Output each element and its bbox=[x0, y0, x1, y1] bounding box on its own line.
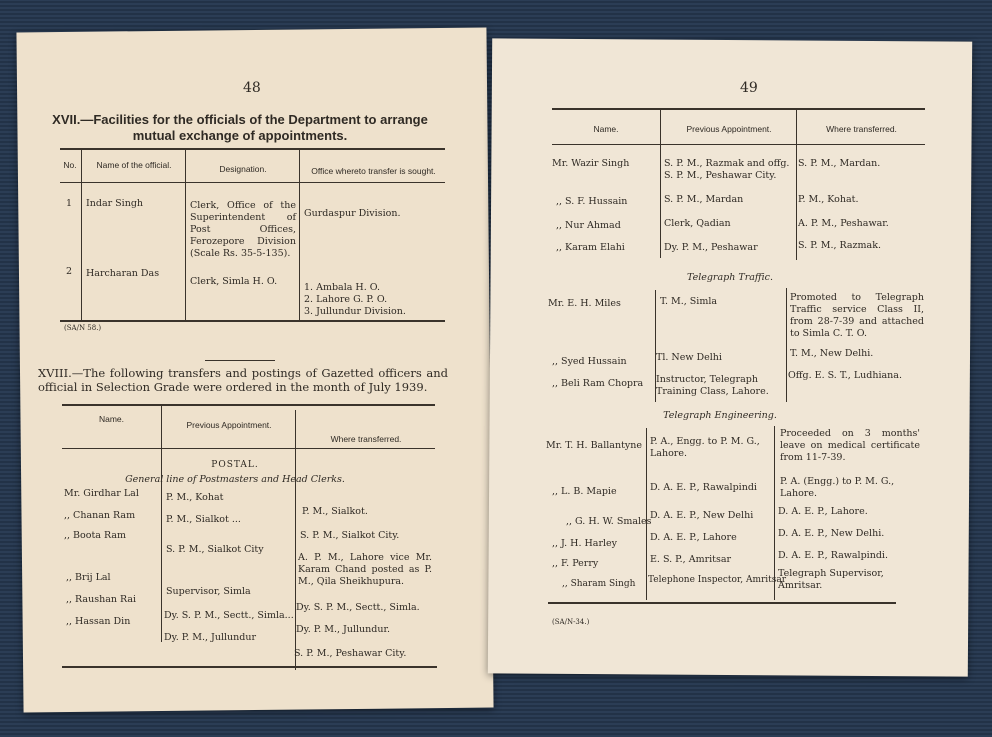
table1-bottom-rule bbox=[60, 320, 445, 322]
right-page-number: 49 bbox=[740, 80, 758, 96]
rtable-top-rule bbox=[552, 108, 925, 110]
rtable-header-where: Where transferred. bbox=[826, 124, 897, 134]
table1-header-name: Name of the official. bbox=[96, 160, 172, 170]
rtable-row-where: S. P. M., Razmak. bbox=[798, 240, 881, 251]
table1-header-rule bbox=[60, 182, 445, 183]
rtable-row-prev: D. A. E. P., New Delhi bbox=[650, 510, 754, 521]
rtable-col-divider bbox=[660, 110, 661, 258]
table2-header-prev: Previous Appointment. bbox=[186, 420, 272, 430]
table2-row-prev: Supervisor, Simla bbox=[166, 586, 251, 597]
table2-row-prev: P. M., Sialkot ... bbox=[166, 514, 241, 525]
table1-row-no: 1 bbox=[66, 198, 73, 209]
table2-header-name: Name. bbox=[98, 414, 125, 424]
right-page-ref: (SA/N-34.) bbox=[552, 618, 590, 626]
rtable-row-name: Mr. T. H. Ballantyne bbox=[546, 440, 642, 451]
table2-row-where: P. M., Sialkot. bbox=[302, 506, 368, 517]
rtable-row-prev: P. A., Engg. to P. M. G., Lahore. bbox=[650, 436, 760, 459]
table2-row-prev: Dy. S. P. M., Sectt., Simla... bbox=[164, 610, 294, 621]
table2-row-where: S. P. M., Peshawar City. bbox=[294, 648, 407, 659]
rtable-row-where: Telegraph Supervisor, Amritsar. bbox=[778, 568, 884, 591]
rtable-header-prev: Previous Appointment. bbox=[686, 124, 772, 134]
rtable-row-where: T. M., New Delhi. bbox=[790, 348, 874, 359]
rtable-row-name: ,, Syed Hussain bbox=[552, 356, 627, 367]
rtable-header-rule bbox=[552, 144, 925, 145]
table2-top-rule bbox=[62, 404, 435, 406]
table1-ref: (SA/N 58.) bbox=[64, 324, 102, 332]
rtable-row-prev: E. S. P., Amritsar bbox=[650, 554, 732, 565]
left-page-number: 48 bbox=[243, 80, 261, 96]
section-separator bbox=[205, 360, 275, 361]
rtable-row-name: Mr. E. H. Miles bbox=[548, 298, 621, 309]
rtable-row-where: P. A. (Engg.) to P. M. G., Lahore. bbox=[780, 476, 895, 499]
rtable-row-name: ,, G. H. W. Smales bbox=[566, 516, 652, 527]
rtable-row-name: Mr. Wazir Singh bbox=[552, 158, 630, 169]
table1-col-divider bbox=[299, 150, 300, 322]
rtable-row-where: P. M., Kohat. bbox=[798, 194, 859, 205]
table2-row-name: ,, Boota Ram bbox=[64, 530, 127, 541]
rtable-col-divider bbox=[646, 428, 647, 600]
rtable-row-prev: S. P. M., Razmak and offg. S. P. M., Peshawar City. bbox=[664, 158, 790, 181]
table1-row-no: 2 bbox=[66, 266, 73, 277]
rtable-row-name: ,, Karam Elahi bbox=[556, 242, 625, 253]
rtable-header-name: Name. bbox=[593, 124, 619, 134]
table2-bottom-rule bbox=[62, 666, 437, 668]
rtable-row-prev: Telephone Inspector, Amritsar bbox=[648, 575, 787, 585]
rtable-bottom-rule bbox=[548, 602, 896, 604]
rtable-row-where: A. P. M., Peshawar. bbox=[798, 218, 889, 229]
rtable-row-name: ,, L. B. Mapie bbox=[552, 486, 617, 497]
table2-row-name: ,, Raushan Rai bbox=[66, 594, 137, 605]
rtable-row-name: ,, S. F. Hussain bbox=[556, 196, 628, 207]
table1-row-office: Gurdaspur Division. bbox=[304, 208, 401, 219]
rtable-row-prev: Clerk, Qadian bbox=[664, 218, 731, 229]
table2-row-name: ,, Brij Lal bbox=[66, 572, 111, 583]
rtable-row-prev: Instructor, Telegraph Training Class, Lahore. bbox=[656, 374, 769, 397]
table1-top-rule bbox=[60, 148, 445, 150]
table1-header-designation: Designation. bbox=[219, 164, 267, 174]
rtable-row-name: ,, Nur Ahmad bbox=[556, 220, 621, 231]
rtable-col-divider bbox=[796, 110, 797, 260]
rtable-row-prev: T. M., Simla bbox=[660, 296, 718, 307]
table2-row-prev: P. M., Kohat bbox=[166, 492, 224, 503]
rtable-row-prev: D. A. E. P., Lahore bbox=[650, 532, 737, 543]
rtable-row-where: Offg. E. S. T., Ludhiana. bbox=[788, 370, 902, 381]
table2-row-where: S. P. M., Sialkot City. bbox=[300, 530, 400, 541]
table1-row-designation: Clerk, Office of the Superintendent of Post Offices, Ferozepore Division (Scale Rs. 35-5-135). bbox=[190, 200, 296, 259]
table2-row-prev: S. P. M., Sialkot City bbox=[166, 544, 264, 555]
table1-row-designation: Clerk, Simla H. O. bbox=[190, 276, 278, 287]
engineering-heading: Telegraph Engineering. bbox=[663, 410, 777, 421]
rtable-row-where: Proceeded on 3 months' leave on medical certificate from 11-7-39. bbox=[780, 428, 920, 463]
section18-title: XVIII.—The following transfers and postings of Gazetted officers and official in Selection Grade were ordered in the month of July 1939. bbox=[38, 366, 448, 394]
section17-title: XVII.—Facilities for the officials of the Department to arrange mutual exchange of appointments. bbox=[52, 112, 428, 143]
table1-row-name: Indar Singh bbox=[86, 198, 144, 209]
rtable-row-where: D. A. E. P., Lahore. bbox=[778, 506, 868, 517]
table1-header-no: No. bbox=[63, 160, 77, 170]
rtable-row-name: ,, J. H. Harley bbox=[552, 538, 618, 549]
rtable-row-prev: D. A. E. P., Rawalpindi bbox=[650, 482, 757, 493]
table1-row-name: Harcharan Das bbox=[86, 268, 160, 279]
rtable-row-where: Promoted to Telegraph Traffic service Class II, from 28-7-39 and attached to Simla C. T. O. bbox=[790, 292, 924, 339]
postal-heading: POSTAL. bbox=[211, 460, 259, 470]
rtable-row-name: ,, F. Perry bbox=[552, 558, 599, 569]
table2-col-divider bbox=[161, 406, 162, 642]
table2-row-name: Mr. Girdhar Lal bbox=[64, 488, 139, 499]
table2-header-rule bbox=[62, 448, 435, 449]
table2-header-where: Where transferred. bbox=[330, 434, 402, 444]
rtable-row-name: ,, Sharam Singh bbox=[562, 579, 636, 589]
rtable-col-divider bbox=[786, 288, 787, 402]
table1-col-divider bbox=[185, 148, 186, 320]
table2-row-name: ,, Chanan Ram bbox=[64, 510, 136, 521]
table1-col-divider bbox=[81, 148, 82, 320]
table1-header-office: Office whereto transfer is sought. bbox=[311, 166, 436, 176]
table2-row-where: Dy. P. M., Jullundur. bbox=[296, 624, 391, 635]
traffic-heading: Telegraph Traffic. bbox=[686, 272, 774, 283]
rtable-row-prev: Tl. New Delhi bbox=[656, 352, 722, 363]
table1-row-office: 1. Ambala H. O. 2. Lahore G. P. O. 3. Jullundur Division. bbox=[304, 282, 406, 317]
table2-row-prev: Dy. P. M., Jullundur bbox=[164, 632, 257, 643]
rtable-row-name: ,, Beli Ram Chopra bbox=[552, 378, 644, 389]
postal-subheading: General line of Postmasters and Head Clerks. bbox=[125, 474, 345, 485]
rtable-row-where: D. A. E. P., Rawalpindi. bbox=[778, 550, 888, 561]
rtable-row-prev: S. P. M., Mardan bbox=[664, 194, 744, 205]
rtable-row-where: D. A. E. P., New Delhi. bbox=[778, 528, 885, 539]
table2-row-where: Dy. S. P. M., Sectt., Simla. bbox=[296, 602, 420, 613]
table2-row-where: A. P. M., Lahore vice Mr. Karam Chand posted as P. M., Qila Sheikhupura. bbox=[298, 552, 432, 587]
rtable-row-prev: Dy. P. M., Peshawar bbox=[664, 242, 758, 253]
table2-row-name: ,, Hassan Din bbox=[66, 616, 131, 627]
rtable-row-where: S. P. M., Mardan. bbox=[798, 158, 881, 169]
